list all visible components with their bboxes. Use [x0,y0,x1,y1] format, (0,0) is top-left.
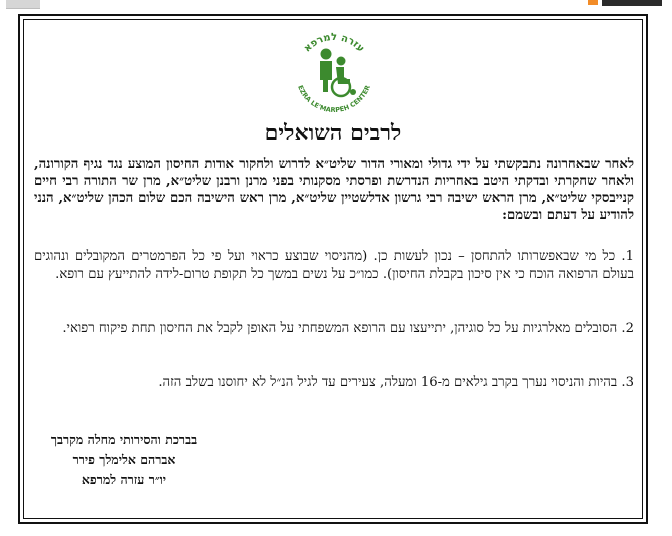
signature-blessing: בברכת והסירותי מחלה מקרבך [50,432,198,447]
logo-arc-bottom: EZRA LE'MARPEH CENTER [296,84,372,115]
top-left-tab [6,0,40,9]
notice-item-2: 2. הסובלים מאלרגיות על כל סוגיהן, יתייעצו עם הרופא המשפחתי על האופן לקבל את החיסון תחת פיקוח רפואי. [62,321,634,336]
top-strip [0,0,672,14]
top-dark-mark [602,0,662,6]
notice-item-1: 1. כל מי שבאפשרותו להתחסן – נכון לעשות כן. (מהניסוי שבוצע כראוי ועל פי כל הפרמטרים המקובלים ונהוגים בעולם הרפואה הוכח כי אין סיכון בקבלת החיסון). כמו״כ על נשים במשך כל תקופת טרום-לידה להתייעץ עם רופא. [34,249,634,282]
notice-frame [18,14,648,524]
notice-item-3: 3. בהיות והניסוי נערך בקרב גילאים מ-16 ומעלה, צעירים עד לגיל הנ״ל לא יחוסנו בשלב הזה. [158,375,634,390]
notice-intro: לאחר שבאחרונה נתבקשתי על ידי גדולי ומאורי הדור שליט״א לדרוש ולחקור אודות החיסון המוצע נגד נגיף הקורונה, ולאחר שחקרתי ובדקתי היטב באחריות הנדרשת ופרסתי מסקנותי בפני מרנן ורבנן שליט״א, מרן שר התורה רבי חיים קנייבסקי שליט״א, מרן הראש ישיבה רבי גרשון אדלשטיין שליט״א, מרן ראש הישיבה הכם שלום הכהן שליט״א, הנני להודיע על דעתם ובשמם: [34,157,634,223]
svg-text:עזרה למרפא [302,32,366,55]
top-orange-mark [588,0,598,5]
signature-role: יו״ר עזרה למרפא [81,472,167,487]
signature-block [20,430,646,490]
logo-arc-top: עזרה למרפא [301,32,367,55]
signature-name: אברהם אלימלך פירר [72,452,176,467]
notice-title: לרבים השואלים [264,120,402,146]
wheelchair-person-icon [286,24,382,120]
svg-text:EZRA LE'MARPEH CENTER [296,84,372,114]
